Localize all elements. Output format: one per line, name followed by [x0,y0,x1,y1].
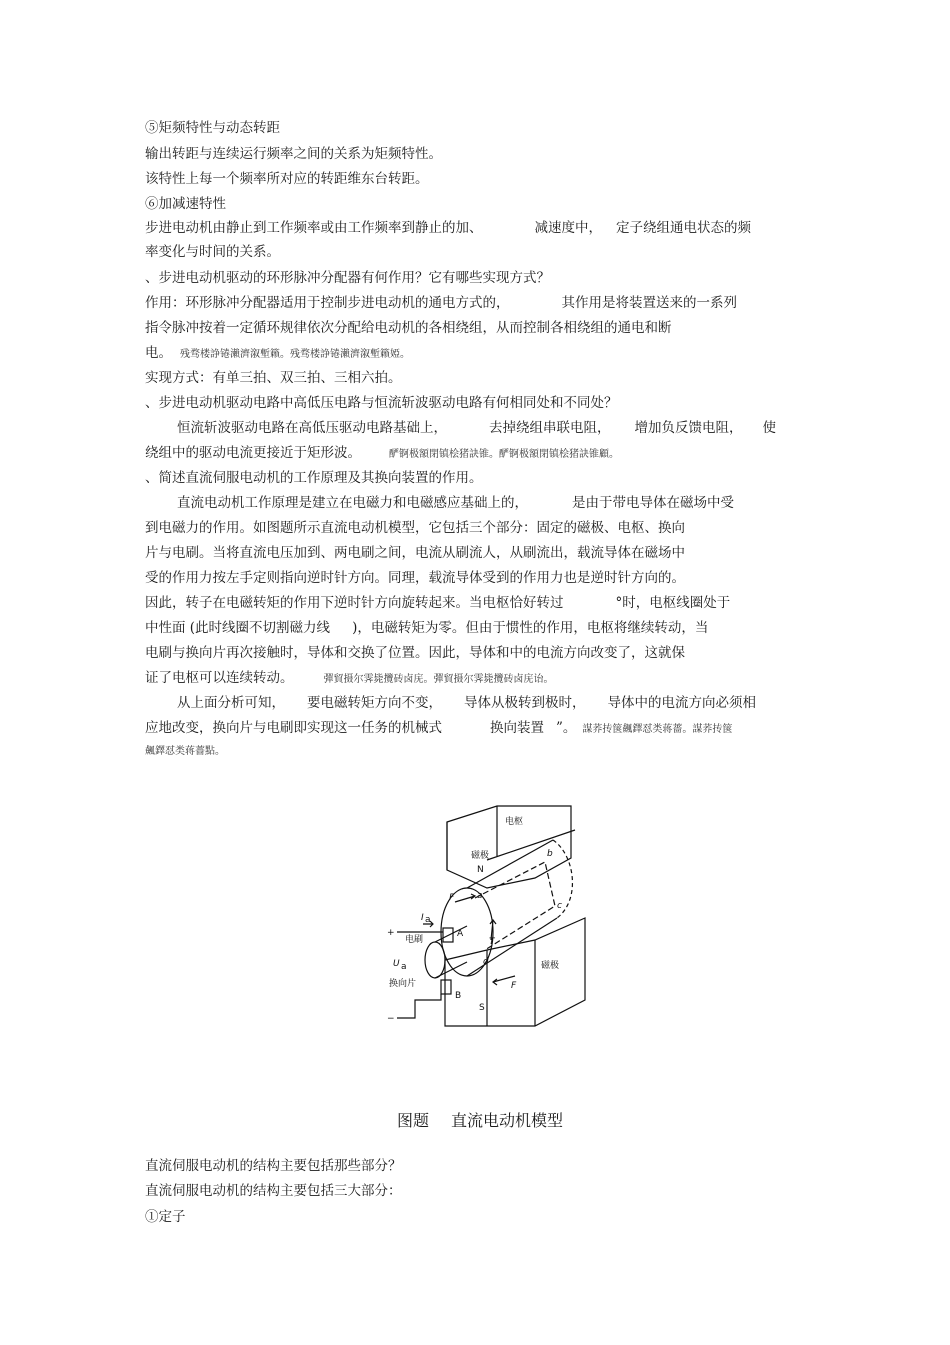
caption-label: 图题 [397,1111,430,1130]
text-segment: 导体从极转到极时， [464,695,586,711]
dc-motor-diagram [375,800,615,1035]
label-n: N [477,865,484,875]
text-segment: 要电磁转矩方向不变， [307,695,442,711]
garbled-text: 飆鐸怼类蒋薔點。 [145,746,225,757]
label-force-top: F [449,893,455,903]
text-line: 实现方式：有单三拍、双三拍、三相六拍。 [145,370,402,386]
label-force-bottom: F [511,981,517,991]
text-segment: 直流电动机工作原理是建立在电磁力和电磁感应基础上的， [177,495,528,511]
label-current-sub: a [425,915,431,925]
text-segment: 减速度中， [534,220,602,236]
question-drive-circuit: 、步进电动机驱动电路中高低压电路与恒流斩波驱动电路有何相同处和不同处？ [145,395,618,411]
text-line: 输出转距与连续运行频率之间的关系为矩频特性。 [145,146,442,162]
text-segment: 中性面 (此时线圈不切割磁力线 [145,620,331,636]
list-item-stator: ①定子 [145,1209,186,1225]
text-line [145,444,619,464]
text-segment: 从上面分析可知， [177,695,285,711]
text-segment: )，电磁转矩为零。但由于惯性的作用，电枢将继续转动，当 [352,620,709,636]
text-segment: ”。 [556,720,577,736]
text-line [145,669,554,689]
text-line: 受的作用力按左手定则指向逆时针方向。同理，载流导体受到的作用力也是逆时针方向的。 [145,570,685,586]
heading-acceleration: ⑥加减速特性 [145,196,226,212]
text-segment: 因此，转子在电磁转矩的作用下逆时针方向旋转起来。当电枢恰好转过 [145,595,564,611]
text-line: 率变化与时间的关系。 [145,244,280,260]
text-line: 电刷与换向片再次接触时，导体和交换了位置。因此，导体和中的电流方向改变了，这就保 [145,645,685,661]
label-brush-b: B [455,991,462,1001]
label-conductor-b: b [547,849,553,859]
heading-torque-frequency: ⑤矩频特性与动态转距 [145,120,280,136]
force-arrow-top [455,894,475,902]
brush-b [441,980,451,994]
text-line [177,494,734,512]
label-pole-n: 磁极 [471,851,490,861]
text-segment: 恒流斩波驱动电路在高低压驱动电路基础上， [177,420,447,436]
label-armature: 电枢 [505,817,524,827]
label-plus: + [387,928,395,938]
text-line: 直流伺服电动机的结构主要包括三大部分： [145,1183,402,1199]
text-segment: 证了电枢可以连续转动。 [145,670,294,686]
text-line [145,344,410,364]
text-line [145,594,730,612]
text-segment: 绕组中的驱动电流更接近于矩形波。 [145,445,361,461]
label-brush-a: A [457,929,464,939]
label-commutator: 换向片 [389,979,417,989]
text-line: 片与电刷。当将直流电压加到、两电刷之间，电流从刷流人，从刷流出，载流导体在磁场中 [145,545,685,561]
figure-caption [397,1108,563,1131]
text-segment: 导体中的电流方向必须相 [607,695,756,711]
text-line: 指令脉冲按着一定循环规律依次分配给电动机的各相绕组，从而控制各相绕组的通电和断 [145,320,672,336]
caption-title: 直流电动机模型 [451,1111,564,1130]
label-conductor-c: c [557,901,562,911]
label-s: S [479,1003,485,1013]
question-dc-servo: 、简述直流伺服电动机的工作原理及其换向装置的作用。 [145,470,483,486]
text-line [145,619,708,637]
text-segment: 换向装置 [490,720,544,736]
text-segment: 是由于带电导体在磁场中受 [572,495,734,511]
text-segment: 使 [762,420,776,436]
armature-back [553,840,572,918]
text-segment: 去掉绕组串联电阻， [489,420,611,436]
question-ring-distributor: 、步进电动机驱动的环形脉冲分配器有何作用？它有哪些实现方式？ [145,270,550,286]
garbled-text: 残骛楼諍锩瀨濟溆塹籟。残骛楼諍锩瀨濟溆塹籟婭。 [180,349,410,360]
garbled-text: 彈貿摄尔霁毙攬砖卤庑。彈貿摄尔霁毙攬砖卤庑诒。 [323,674,554,685]
text-line [145,294,737,312]
text-segment: 其作用是将装置送来的一系列 [561,295,737,311]
pole-s-block [445,918,585,1026]
text-line: 该特性上每一个频率所对应的转距维东台转距。 [145,171,429,187]
garbled-text: 酽锕极額閉镇桧猪訣锥。酽锕极額閉镇桧猪訣锥顧。 [389,449,619,460]
text-segment: °时，电枢线圈处于 [615,595,731,611]
diagram-labels [387,815,562,1024]
text-line: 到电磁力的作用。如图题所示直流电动机模型，它包括三个部分：固定的磁极、电枢、换向 [145,520,685,536]
label-brush: 电刷 [405,935,424,945]
text-segment: 应地改变，换向片与电刷即实现这一任务的机械式 [145,720,442,736]
question-structure: 直流伺服电动机的结构主要包括那些部分？ [145,1158,402,1174]
garbled-text: 謀荞抟箧飆鐸怼类蒋薔。謀荞抟箧 [582,724,733,735]
text-line [177,694,756,712]
text-segment: 作用：环形脉冲分配器适用于控制步进电动机的通电方式的， [145,295,510,311]
label-conductor-d: d [483,957,489,967]
commutator [425,942,445,978]
text-segment: 定子绕组通电状态的频 [616,220,751,236]
text-line [177,419,776,437]
label-current: I [421,913,424,923]
text-line [145,719,732,739]
text-segment: 步进电动机由静止到工作频率或由工作频率到静止的加、 [145,220,483,236]
text-segment: 增加负反馈电阻， [634,420,743,436]
label-voltage: U [393,959,400,969]
label-minus: − [387,1014,395,1024]
label-torque: T [489,937,495,947]
label-conductor-a: a [477,891,483,901]
armature-pointer [487,830,575,860]
text-segment: 电。 [145,345,172,361]
lead-minus [397,994,441,1018]
text-line [145,219,751,237]
label-voltage-sub: a [401,962,407,972]
label-pole-s: 磁极 [541,961,560,971]
